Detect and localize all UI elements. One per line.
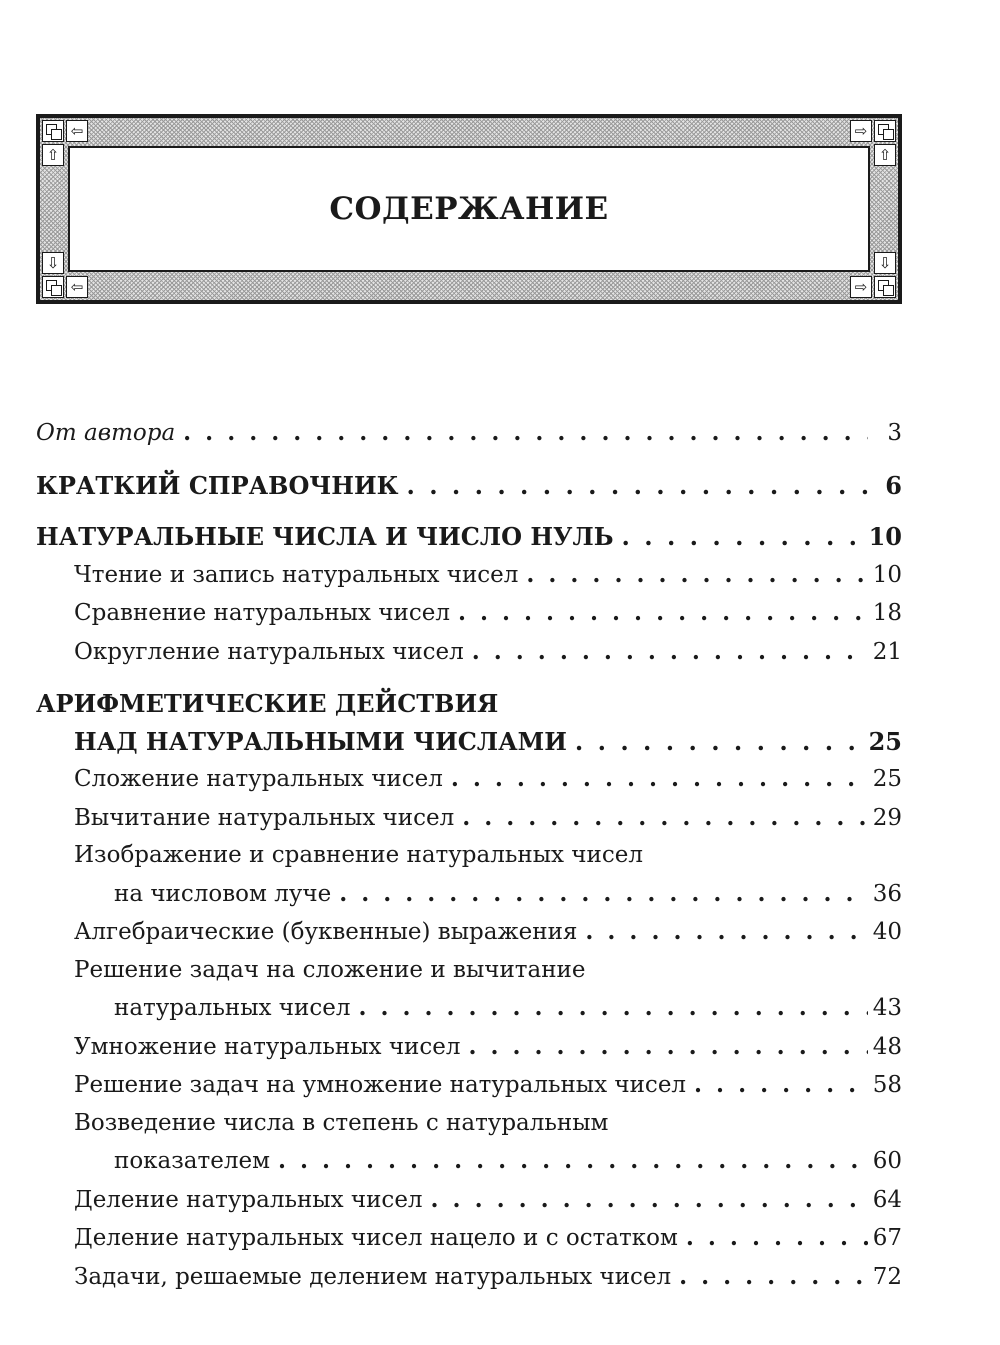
toc-page-number: 18 xyxy=(872,600,902,626)
table-of-contents xyxy=(36,414,902,1296)
toc-entry-label: Округление натуральных чисел xyxy=(74,638,464,665)
toc-page-number: 36 xyxy=(872,880,902,907)
dot-leader xyxy=(406,467,868,505)
dot-leader xyxy=(694,1066,868,1105)
dot-leader xyxy=(458,594,868,633)
arrow-down-icon: ⇩ xyxy=(874,252,896,274)
toc-entry[interactable] xyxy=(36,875,902,914)
toc-entry[interactable] xyxy=(36,556,902,595)
toc-page-number: 6 xyxy=(885,470,902,500)
dot-leader xyxy=(686,1219,868,1258)
toc-entry[interactable] xyxy=(36,633,902,672)
dot-leader xyxy=(451,760,868,799)
toc-entry[interactable] xyxy=(36,1028,902,1067)
toc-entry[interactable] xyxy=(36,1219,902,1258)
toc-entry-label: Сложение натуральных чисел xyxy=(74,766,443,792)
dot-leader xyxy=(183,414,868,453)
toc-entry-label-line1: Изображение и сравнение натуральных чисел xyxy=(74,842,643,868)
toc-page-number: 10 xyxy=(872,561,902,588)
toc-entry-label: на числовом луче xyxy=(114,880,332,907)
toc-entry-label: От автора xyxy=(36,420,176,446)
toc-page-number: 3 xyxy=(887,420,902,446)
dot-leader xyxy=(431,1181,868,1220)
toc-page-number: 40 xyxy=(872,919,902,945)
toc-page-number: 64 xyxy=(872,1186,902,1213)
dot-leader xyxy=(679,1258,868,1297)
dot-leader xyxy=(468,1028,868,1067)
title-panel xyxy=(68,146,870,272)
dot-leader xyxy=(462,799,868,838)
toc-entry-label: Вычитание натуральных чисел xyxy=(74,804,455,831)
toc-entry-label: Задачи, решаемые делением натуральных чисел xyxy=(74,1263,672,1290)
dot-leader xyxy=(575,723,865,761)
corner-ornament-icon xyxy=(42,120,64,142)
toc-entry-author[interactable] xyxy=(36,414,902,453)
toc-entry-label-line1: Возведение числа в степень с натуральным xyxy=(74,1109,609,1136)
toc-entry-label: Чтение и запись натуральных чисел xyxy=(74,561,519,588)
title-frame xyxy=(36,114,902,304)
toc-page-number: 67 xyxy=(872,1225,902,1251)
dot-leader xyxy=(585,913,868,952)
toc-entry-label: Решение задач на умножение натуральных чисел xyxy=(74,1072,687,1098)
toc-page-number: 72 xyxy=(872,1263,902,1290)
corner-ornament-icon xyxy=(874,276,896,298)
dot-leader xyxy=(339,875,868,914)
toc-page-number: 10 xyxy=(868,522,902,551)
toc-entry-label: показателем xyxy=(114,1148,270,1174)
toc-entry-label: Алгебраические (буквенные) выражения xyxy=(74,919,578,945)
toc-page-number: 21 xyxy=(872,638,902,665)
arrow-left-icon: ⇦ xyxy=(66,120,88,142)
toc-entry-label: Деление натуральных чисел xyxy=(74,1186,423,1213)
toc-page-number: 43 xyxy=(872,995,902,1021)
arrow-left-icon: ⇦ xyxy=(66,276,88,298)
toc-entry[interactable] xyxy=(36,913,902,952)
toc-entry-label: Умножение натуральных чисел xyxy=(74,1033,461,1060)
dot-leader xyxy=(278,1142,868,1181)
toc-entry-label: Деление натуральных чисел нацело и с остатком xyxy=(74,1225,678,1251)
toc-entry-label: НАТУРАЛЬНЫЕ ЧИСЛА И ЧИСЛО НУЛЬ xyxy=(36,522,614,551)
dot-leader xyxy=(622,518,865,556)
dot-leader xyxy=(358,989,868,1028)
dot-leader xyxy=(472,633,868,672)
dot-leader xyxy=(526,556,868,595)
toc-page-number: 25 xyxy=(872,766,902,792)
toc-entry[interactable] xyxy=(36,1258,902,1297)
toc-entry-label: НАД НАТУРАЛЬНЫМИ ЧИСЛАМИ xyxy=(74,726,567,756)
toc-entry[interactable] xyxy=(36,594,902,633)
toc-entry-label: Сравнение натуральных чисел xyxy=(74,600,450,626)
toc-entry-label: КРАТКИЙ СПРАВОЧНИК xyxy=(36,470,399,500)
toc-page-number: 58 xyxy=(872,1072,902,1098)
corner-ornament-icon xyxy=(42,276,64,298)
corner-ornament-icon xyxy=(874,120,896,142)
toc-page-number: 48 xyxy=(872,1033,902,1060)
toc-entry-label-line1: Решение задач на сложение и вычитание xyxy=(74,956,586,983)
toc-entry[interactable] xyxy=(36,760,902,799)
arrow-down-icon: ⇩ xyxy=(42,252,64,274)
toc-page-number: 60 xyxy=(872,1148,902,1174)
toc-section-natural-numbers[interactable] xyxy=(36,518,902,556)
toc-entry[interactable] xyxy=(36,799,902,838)
page-title: СОДЕРЖАНИЕ xyxy=(329,191,609,227)
toc-entry[interactable] xyxy=(36,989,902,1028)
toc-section-arithmetic-line1: АРИФМЕТИЧЕСКИЕ ДЕЙСТВИЯ xyxy=(36,689,499,718)
toc-entry[interactable] xyxy=(36,1181,902,1220)
toc-section-arithmetic[interactable] xyxy=(36,723,902,761)
toc-page-number: 25 xyxy=(868,726,902,756)
arrow-right-icon: ⇨ xyxy=(850,120,872,142)
toc-entry[interactable] xyxy=(36,1142,902,1181)
toc-page-number: 29 xyxy=(872,804,902,831)
arrow-up-icon: ⇧ xyxy=(42,144,64,166)
arrow-right-icon: ⇨ xyxy=(850,276,872,298)
arrow-up-icon: ⇧ xyxy=(874,144,896,166)
toc-entry-label: натуральных чисел xyxy=(114,995,351,1021)
toc-section-reference[interactable] xyxy=(36,467,902,505)
toc-entry[interactable] xyxy=(36,1066,902,1105)
